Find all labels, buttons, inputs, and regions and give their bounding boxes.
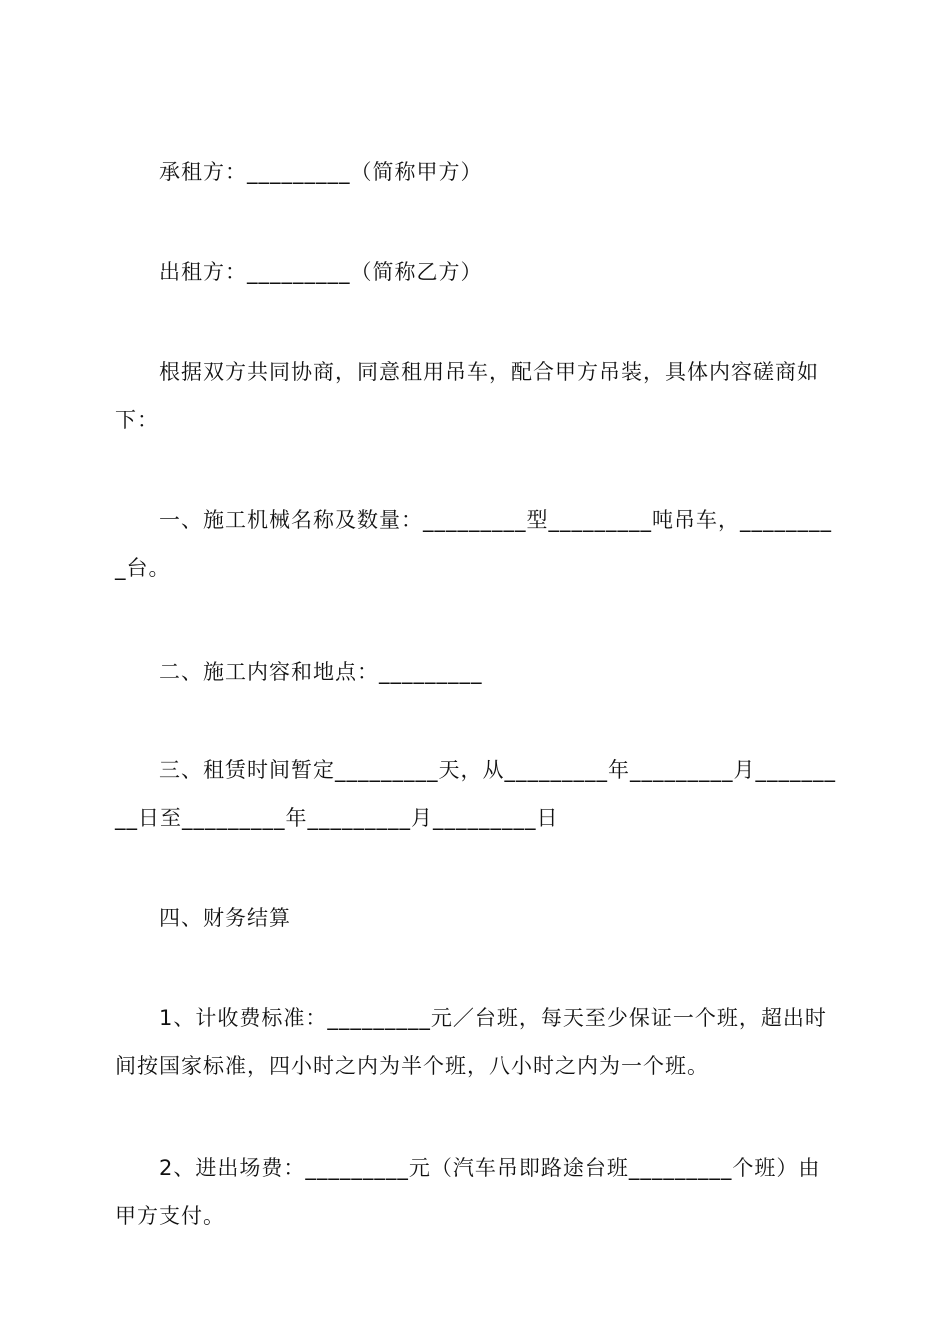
lessee-line: 承租方：_________（简称甲方） [159,160,483,184]
clause-4-2-entry-fee: 2、进出场费：_________元（汽车吊即路途台班_________个班）由甲方支付。 [115,1156,821,1228]
clause-3-rental-period: 三、租赁时间暂定_________天，从_________年_________月_________日至_________年_________月_________日 [115,758,836,830]
clause-4-heading: 四、财务结算 [159,906,291,930]
agreement-intro: 根据双方共同协商，同意租用吊车，配合甲方吊装，具体内容磋商如下： [115,360,819,432]
clause-1-machinery: 一、施工机械名称及数量：_________型_________吨吊车，_________台。 [115,508,832,580]
clause-2-location: 二、施工内容和地点：_________ [159,660,483,684]
lessor-line: 出租方：_________（简称乙方） [159,260,483,284]
clause-4-1-fee-standard: 1、计收费标准：_________元／台班，每天至少保证一个班，超出时间按国家标准，四小时之内为半个班，八小时之内为一个班。 [115,1006,827,1078]
